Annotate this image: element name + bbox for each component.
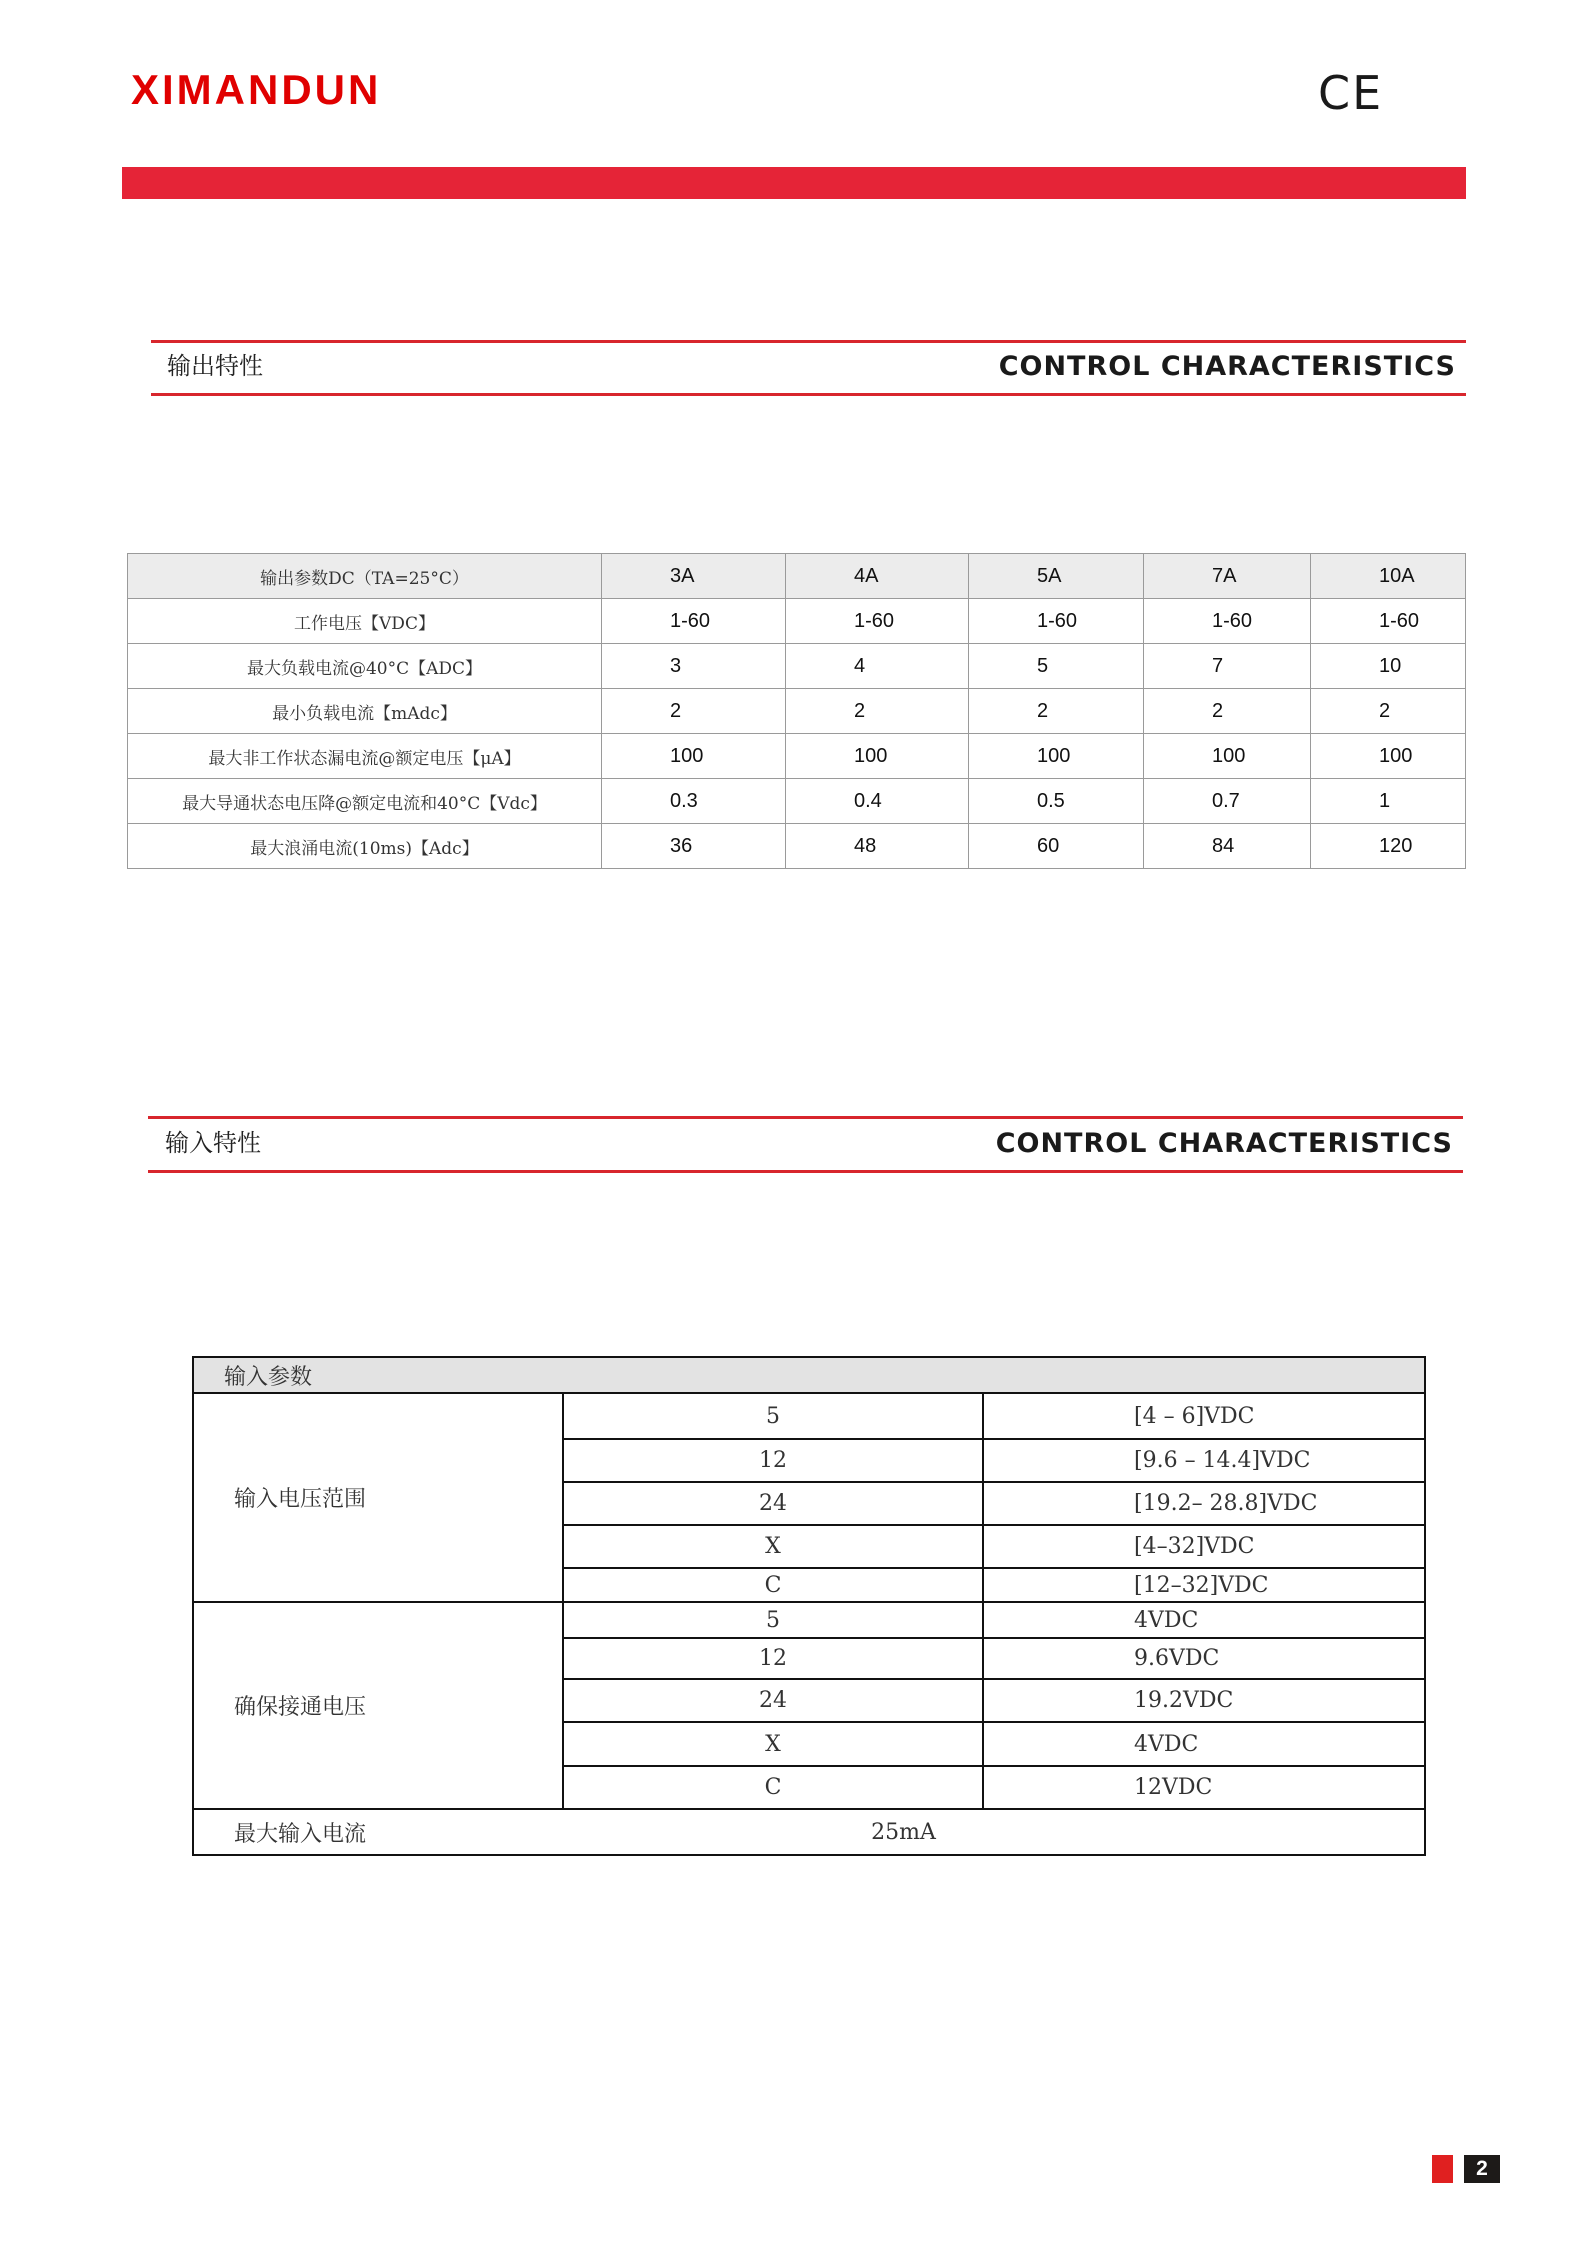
- table-cell: 120: [1311, 824, 1466, 869]
- table-row: [128, 689, 1466, 734]
- table-cell: 2: [1144, 689, 1311, 734]
- table-cell: 100: [1144, 734, 1311, 779]
- table-cell: 1: [1311, 779, 1466, 824]
- table-cell: 100: [1311, 734, 1466, 779]
- row-label: 最大非工作状态漏电流@额定电压【μA】: [128, 734, 602, 779]
- table-row: [193, 1809, 1425, 1855]
- table-cell: 0.4: [786, 779, 969, 824]
- table-header-row: [193, 1357, 1425, 1393]
- table-cell: 1-60: [1144, 599, 1311, 644]
- table-cell: 36: [602, 824, 786, 869]
- group-label: 输入电压范围: [193, 1393, 563, 1602]
- row-label: 最大负载电流@40°C【ADC】: [128, 644, 602, 689]
- page-number: 2: [1464, 2155, 1500, 2183]
- table-cell: 5: [563, 1602, 983, 1638]
- column-header: 10A: [1311, 554, 1466, 599]
- table-cell: 10: [1311, 644, 1466, 689]
- table-cell: [9.6 – 14.4]VDC: [983, 1439, 1425, 1482]
- table-cell: 3: [602, 644, 786, 689]
- column-header: 4A: [786, 554, 969, 599]
- table-row: [193, 1393, 1425, 1439]
- section-header-output: [0, 340, 1589, 396]
- table-cell: [4–32]VDC: [983, 1525, 1425, 1568]
- table-cell: 1-60: [969, 599, 1144, 644]
- group-label: 确保接通电压: [193, 1602, 563, 1809]
- table-cell: 0.7: [1144, 779, 1311, 824]
- table-cell: 2: [969, 689, 1144, 734]
- section-title-cn: 输入特性: [165, 1129, 261, 1157]
- row-label: 最大输入电流: [193, 1809, 563, 1855]
- table-cell: 100: [602, 734, 786, 779]
- table-cell: 2: [602, 689, 786, 734]
- row-label: 最小负载电流【mAdc】: [128, 689, 602, 734]
- table-cell: 84: [1144, 824, 1311, 869]
- table-cell: 2: [786, 689, 969, 734]
- table-cell: [4 – 6]VDC: [983, 1393, 1425, 1439]
- section-bottom-rule: [151, 393, 1466, 396]
- table-cell: 4VDC: [983, 1602, 1425, 1638]
- table-cell: 2: [1311, 689, 1466, 734]
- column-header: 3A: [602, 554, 786, 599]
- table-cell: 60: [969, 824, 1144, 869]
- table-cell: 1-60: [1311, 599, 1466, 644]
- table-cell: 0.3: [602, 779, 786, 824]
- table-cell: 1-60: [786, 599, 969, 644]
- table-cell: 24: [563, 1679, 983, 1722]
- header-label: 输出参数DC（TA=25°C）: [128, 554, 602, 599]
- table-cell: 4VDC: [983, 1722, 1425, 1766]
- row-label: 工作电压【VDC】: [128, 599, 602, 644]
- table-cell: 100: [969, 734, 1144, 779]
- header-red-bar: [122, 167, 1466, 199]
- section-top-rule: [151, 340, 1466, 343]
- section-header-input: [0, 1116, 1589, 1172]
- table-row: [128, 779, 1466, 824]
- table-cell: 9.6VDC: [983, 1638, 1425, 1679]
- column-header: 5A: [969, 554, 1144, 599]
- section-bottom-rule: [148, 1170, 1463, 1173]
- row-label: 最大浪涌电流(10ms)【Adc】: [128, 824, 602, 869]
- table-cell: 5: [969, 644, 1144, 689]
- table-cell: 12: [563, 1638, 983, 1679]
- table-cell: 5: [563, 1393, 983, 1439]
- section-title-en: CONTROL CHARACTERISTICS: [995, 1128, 1453, 1159]
- section-top-rule: [148, 1116, 1463, 1119]
- ce-mark-icon: CE: [1318, 66, 1384, 120]
- table-cell: 25mA: [563, 1809, 1425, 1855]
- table-cell: C: [563, 1766, 983, 1809]
- table-cell: 1-60: [602, 599, 786, 644]
- table-row: [193, 1602, 1425, 1638]
- table-row: [128, 824, 1466, 869]
- table-cell: 19.2VDC: [983, 1679, 1425, 1722]
- table-cell: X: [563, 1525, 983, 1568]
- page-marker-square: [1432, 2155, 1453, 2183]
- table-row: [128, 599, 1466, 644]
- section-title-cn: 输出特性: [167, 352, 263, 380]
- table-cell: C: [563, 1568, 983, 1602]
- output-characteristics-table: [127, 553, 1466, 869]
- column-header: 7A: [1144, 554, 1311, 599]
- table-cell: [12–32]VDC: [983, 1568, 1425, 1602]
- header-label: 输入参数: [193, 1357, 1425, 1393]
- table-cell: 48: [786, 824, 969, 869]
- brand-logo: XIMANDUN: [131, 66, 382, 113]
- input-characteristics-table: [192, 1356, 1426, 1856]
- table-header-row: [128, 554, 1466, 599]
- table-cell: X: [563, 1722, 983, 1766]
- table-cell: 7: [1144, 644, 1311, 689]
- table-cell: 0.5: [969, 779, 1144, 824]
- table-row: [128, 644, 1466, 689]
- table-cell: 100: [786, 734, 969, 779]
- table-row: [128, 734, 1466, 779]
- table-cell: [19.2– 28.8]VDC: [983, 1482, 1425, 1525]
- table-cell: 12VDC: [983, 1766, 1425, 1809]
- section-title-en: CONTROL CHARACTERISTICS: [998, 351, 1456, 382]
- table-cell: 12: [563, 1439, 983, 1482]
- table-cell: 24: [563, 1482, 983, 1525]
- row-label: 最大导通状态电压降@额定电流和40°C【Vdc】: [128, 779, 602, 824]
- table-cell: 4: [786, 644, 969, 689]
